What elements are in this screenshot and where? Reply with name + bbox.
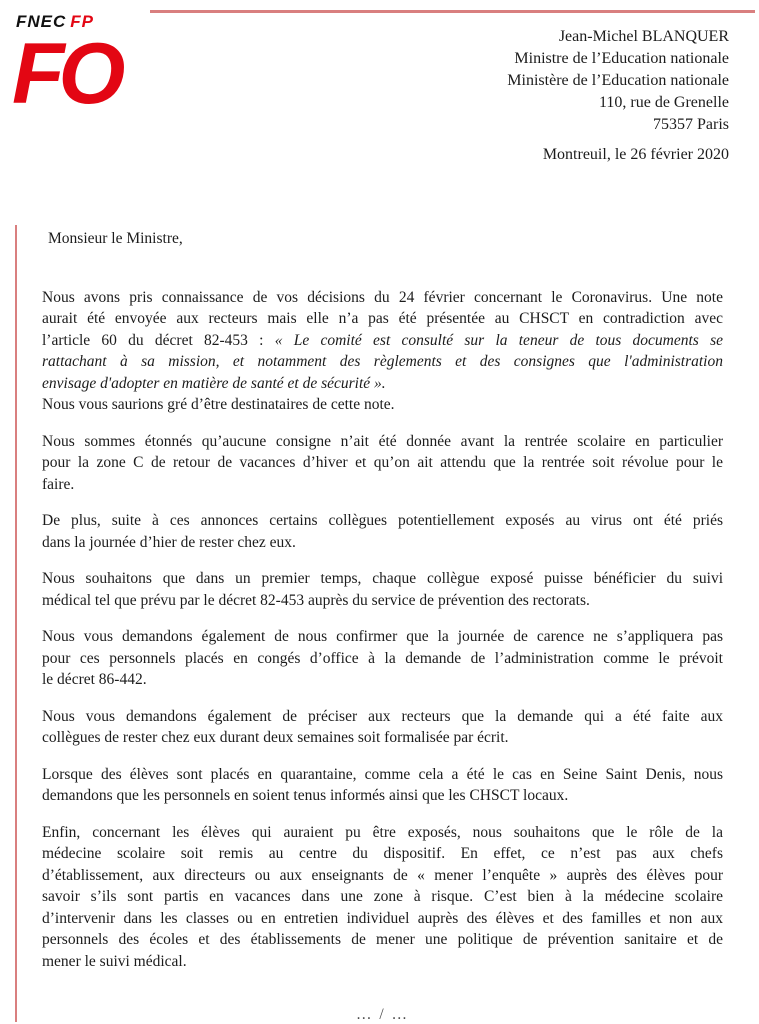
recipient-street: 110, rue de Grenelle bbox=[598, 94, 729, 111]
body-line bbox=[42, 474, 723, 496]
body-line bbox=[42, 626, 723, 648]
recipient-ministry: Ministère de l’Education nationale bbox=[507, 72, 729, 89]
body-text: d’établissement, aux directeurs ou aux enseignants de « mener l’enquête » auprès des élèves pour bbox=[42, 866, 723, 884]
body-text: personnels des écoles et des établissements de mener une politique de prévention sanitaire et de bbox=[42, 931, 723, 948]
top-horizontal-rule bbox=[150, 10, 755, 13]
body-line bbox=[42, 669, 723, 691]
logo-fp-text: FP bbox=[70, 12, 95, 31]
body-line bbox=[42, 706, 723, 728]
body-text: Nous vous saurions gré d’être destinataires de cette note. bbox=[42, 396, 395, 413]
recipient-address-block bbox=[507, 26, 729, 136]
body-line bbox=[42, 287, 723, 309]
body-text: d’intervenir dans les classes ou en entretien individuel auprès des élèves et des familles et non aux bbox=[42, 909, 723, 927]
logo-fo-text: FO bbox=[12, 26, 120, 122]
recipient-title: Ministre de l’Education nationale bbox=[514, 50, 729, 67]
paragraph bbox=[42, 568, 723, 611]
body-text: aurait été envoyée aux recteurs mais elle n’a pas été présentée au CHSCT en contradiction avec bbox=[42, 310, 723, 327]
body-line bbox=[42, 843, 723, 865]
body-text: Nous sommes étonnés qu’aucune consigne n’ait été donnée avant la rentrée scolaire en particulier bbox=[42, 432, 723, 450]
body-line bbox=[42, 351, 723, 373]
fnec-fp-fo-logo bbox=[12, 12, 126, 122]
body-line bbox=[42, 951, 723, 973]
body-text: Nous avons pris connaissance de vos décisions du 24 février concernant le Coronavirus. Une note bbox=[42, 288, 723, 306]
body-text: dans la journée d’hier de rester chez eux. bbox=[42, 533, 296, 551]
recipient-name: Jean-Michel BLANQUER bbox=[558, 28, 729, 45]
page-continuation-mark: … / … bbox=[355, 1006, 410, 1023]
body-line bbox=[42, 822, 723, 844]
paragraph bbox=[42, 706, 723, 749]
body-line bbox=[42, 886, 723, 908]
body-text: médecine scolaire soit remis au centre du dispositif. En effet, ce n’est pas aux chefs bbox=[42, 845, 723, 862]
body-line bbox=[42, 865, 723, 887]
left-vertical-rule bbox=[15, 225, 17, 1022]
recipient-city: 75357 Paris bbox=[653, 116, 729, 133]
body-text: médical tel que prévu par le décret 82-453 auprès du service de prévention des rectorats. bbox=[42, 591, 590, 609]
body-text: le décret 86-442. bbox=[42, 671, 147, 688]
body-text: pour ces personnels placés en congés d’office à la demande de l’administration comme le prévoit bbox=[42, 649, 723, 667]
dateline: Montreuil, le 26 février 2020 bbox=[542, 146, 729, 163]
body-text: De plus, suite à ces annonces certains collègues potentiellement exposés au virus ont été priés bbox=[42, 512, 723, 529]
body-text: l’article 60 du décret 82-453 : bbox=[42, 331, 275, 349]
paragraph bbox=[42, 287, 723, 416]
quoted-italic-text: envisage d'adopter en matière de santé et de sécurité ». bbox=[42, 374, 386, 392]
body-text: faire. bbox=[42, 475, 75, 493]
body-line bbox=[42, 590, 723, 612]
quoted-italic-text: rattachant à sa mission, et notamment des règlements et des consignes que l'administration bbox=[42, 353, 723, 370]
body-line bbox=[42, 532, 723, 554]
body-text: Nous vous demandons également de nous confirmer que la journée de carence ne s’appliquera pas bbox=[42, 628, 723, 645]
body-line bbox=[42, 908, 723, 930]
paragraph bbox=[42, 510, 723, 553]
paragraph bbox=[42, 764, 723, 807]
body-text: collègues de rester chez eux durant deux semaines soit formalisée par écrit. bbox=[42, 729, 509, 746]
body-line bbox=[42, 394, 723, 416]
body-line bbox=[42, 431, 723, 453]
body-text: pour la zone C de retour de vacances d’hiver et qu’on ait attendu que la rentrée soit révolue pour le bbox=[42, 454, 723, 471]
body-line bbox=[42, 785, 723, 807]
body-line bbox=[42, 452, 723, 474]
body-line bbox=[42, 929, 723, 951]
body-text: Nous souhaitons que dans un premier temps, chaque collègue exposé puisse bénéficier du suivi bbox=[42, 570, 723, 587]
body-line bbox=[42, 373, 723, 395]
quoted-italic-text: « Le comité est consulté sur la teneur de tous documents se bbox=[274, 331, 724, 349]
body-text: Nous vous demandons également de préciser aux recteurs que la demande qui a été faite aux bbox=[42, 707, 723, 725]
body-line bbox=[42, 330, 723, 352]
body-line bbox=[42, 510, 723, 532]
salutation: Monsieur le Ministre, bbox=[48, 230, 183, 247]
body-line bbox=[42, 727, 723, 749]
body-line bbox=[42, 308, 723, 330]
paragraph bbox=[42, 822, 723, 973]
body-text: savoir s’ils sont partis en vacances dans une zone à risque. C’est bien à la médecine scolaire bbox=[42, 888, 723, 905]
paragraphs bbox=[42, 287, 723, 973]
paragraph bbox=[42, 626, 723, 691]
body-text: mener le suivi médical. bbox=[42, 952, 187, 970]
body-line bbox=[42, 764, 723, 786]
paragraph bbox=[42, 431, 723, 496]
letter-body bbox=[42, 228, 723, 1024]
logo-fnec-text: FNEC bbox=[16, 12, 67, 31]
body-line bbox=[42, 568, 723, 590]
body-text: Lorsque des élèves sont placés en quarantaine, comme cela a été le cas en Seine Saint Denis, nous bbox=[42, 765, 723, 783]
body-text: Enfin, concernant les élèves qui auraient pu être exposés, nous souhaitons que le rôle de la bbox=[42, 823, 723, 841]
body-text: demandons que les personnels en soient tenus informés ainsi que les CHSCT locaux. bbox=[42, 787, 569, 804]
body-line bbox=[42, 648, 723, 670]
